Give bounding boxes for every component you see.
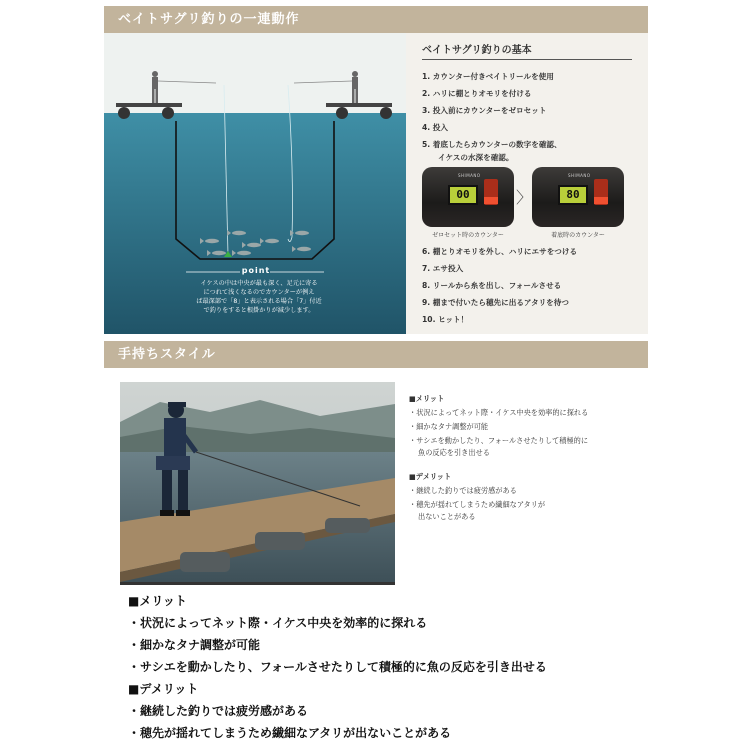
- demerit-item: ・継続した釣りでは疲労感がある: [409, 486, 517, 495]
- point-description: イケスの中は中央が最も深く、足元に寄る につれて浅くなるのでカウンターが例え ば最深部で「8」と表示される場合「7」付近 で釣りをすると根掛かりが減少します。: [196, 280, 322, 314]
- step-item: 10. ヒット！: [422, 315, 469, 324]
- chevron-right-icon: 〉: [516, 188, 533, 207]
- hand-held-notes: [409, 392, 639, 524]
- counter-display: 80: [558, 185, 588, 205]
- step-item: 7. エサ投入: [422, 264, 464, 273]
- step-item: 3. 投入前にカウンターをゼロセット: [422, 106, 547, 115]
- demerit-item-continued: 出ないことがある: [418, 512, 476, 521]
- merit-item: ・状況によってネット際・イケス中央を効率的に探れる: [409, 408, 589, 417]
- angler-on-pier-illustration: [120, 382, 395, 585]
- product-description-text: [128, 590, 728, 744]
- step-item: 4. 投入: [422, 123, 448, 132]
- merit-item: ・サシエを動かしたり、フォールさせたりして積極的に: [409, 436, 589, 445]
- demerit-heading: ■デメリット: [128, 682, 199, 696]
- merit-item-continued: 魚の反応を引き出せる: [418, 448, 490, 457]
- demerit-item: ・穂先が揺れてしまうため繊細なアタリが: [409, 500, 546, 509]
- merit-item: ・状況によってネット際・イケス中央を効率的に探れる: [128, 616, 428, 630]
- basics-title: ベイトサグリ釣りの基本: [422, 41, 632, 60]
- step-item: 9. 棚まで付いたら穂先に出るアタリを待つ: [422, 298, 569, 307]
- counter-caption: ゼロセット時のカウンター: [432, 232, 504, 239]
- merit-heading: ■メリット: [409, 394, 445, 403]
- step-item: 5. 着底したらカウンターの数字を確認、: [422, 140, 562, 149]
- counter-caption: 着底時のカウンター: [551, 232, 605, 239]
- reel-counter-bottom: SHIMANO 80: [532, 167, 624, 227]
- step-item: 6. 棚とりオモリを外し、ハリにエサをつける: [422, 247, 578, 256]
- counter-comparison: [422, 167, 642, 239]
- demerit-item: ・穂先が揺れてしまうため繊細なアタリが出ないことがある: [128, 726, 452, 740]
- section-title-hand-held-style: 手持ちスタイル: [104, 341, 648, 368]
- reel-counter-zero: SHIMANO 00: [422, 167, 514, 227]
- demerit-item: ・継続した釣りでは疲労感がある: [128, 704, 309, 718]
- bait-saguri-section: [104, 33, 648, 334]
- hand-held-style-section: [104, 368, 648, 601]
- section-title-bait-saguri: ベイトサグリ釣りの一連動作: [104, 6, 648, 33]
- merit-item: ・サシエを動かしたり、フォールさせたりして積極的に魚の反応を引き出せる: [128, 660, 547, 674]
- demerit-heading: ■デメリット: [409, 472, 452, 481]
- merit-heading: ■メリット: [128, 594, 187, 608]
- counter-display: 00: [448, 185, 478, 205]
- basics-list: [422, 41, 642, 328]
- step-item: 8. リールから糸を出し、フォールさせる: [422, 281, 562, 290]
- step-item: 1. カウンター付きベイトリールを使用: [422, 72, 554, 81]
- fishing-pen-illustration: [104, 33, 406, 334]
- point-label: point: [241, 266, 271, 275]
- merit-item: ・細かなタナ調整が可能: [409, 422, 489, 431]
- step-item-continued: イケスの水深を確認。: [438, 153, 514, 162]
- merit-item: ・細かなタナ調整が可能: [128, 638, 261, 652]
- step-item: 2. ハリに棚とりオモリを付ける: [422, 89, 532, 98]
